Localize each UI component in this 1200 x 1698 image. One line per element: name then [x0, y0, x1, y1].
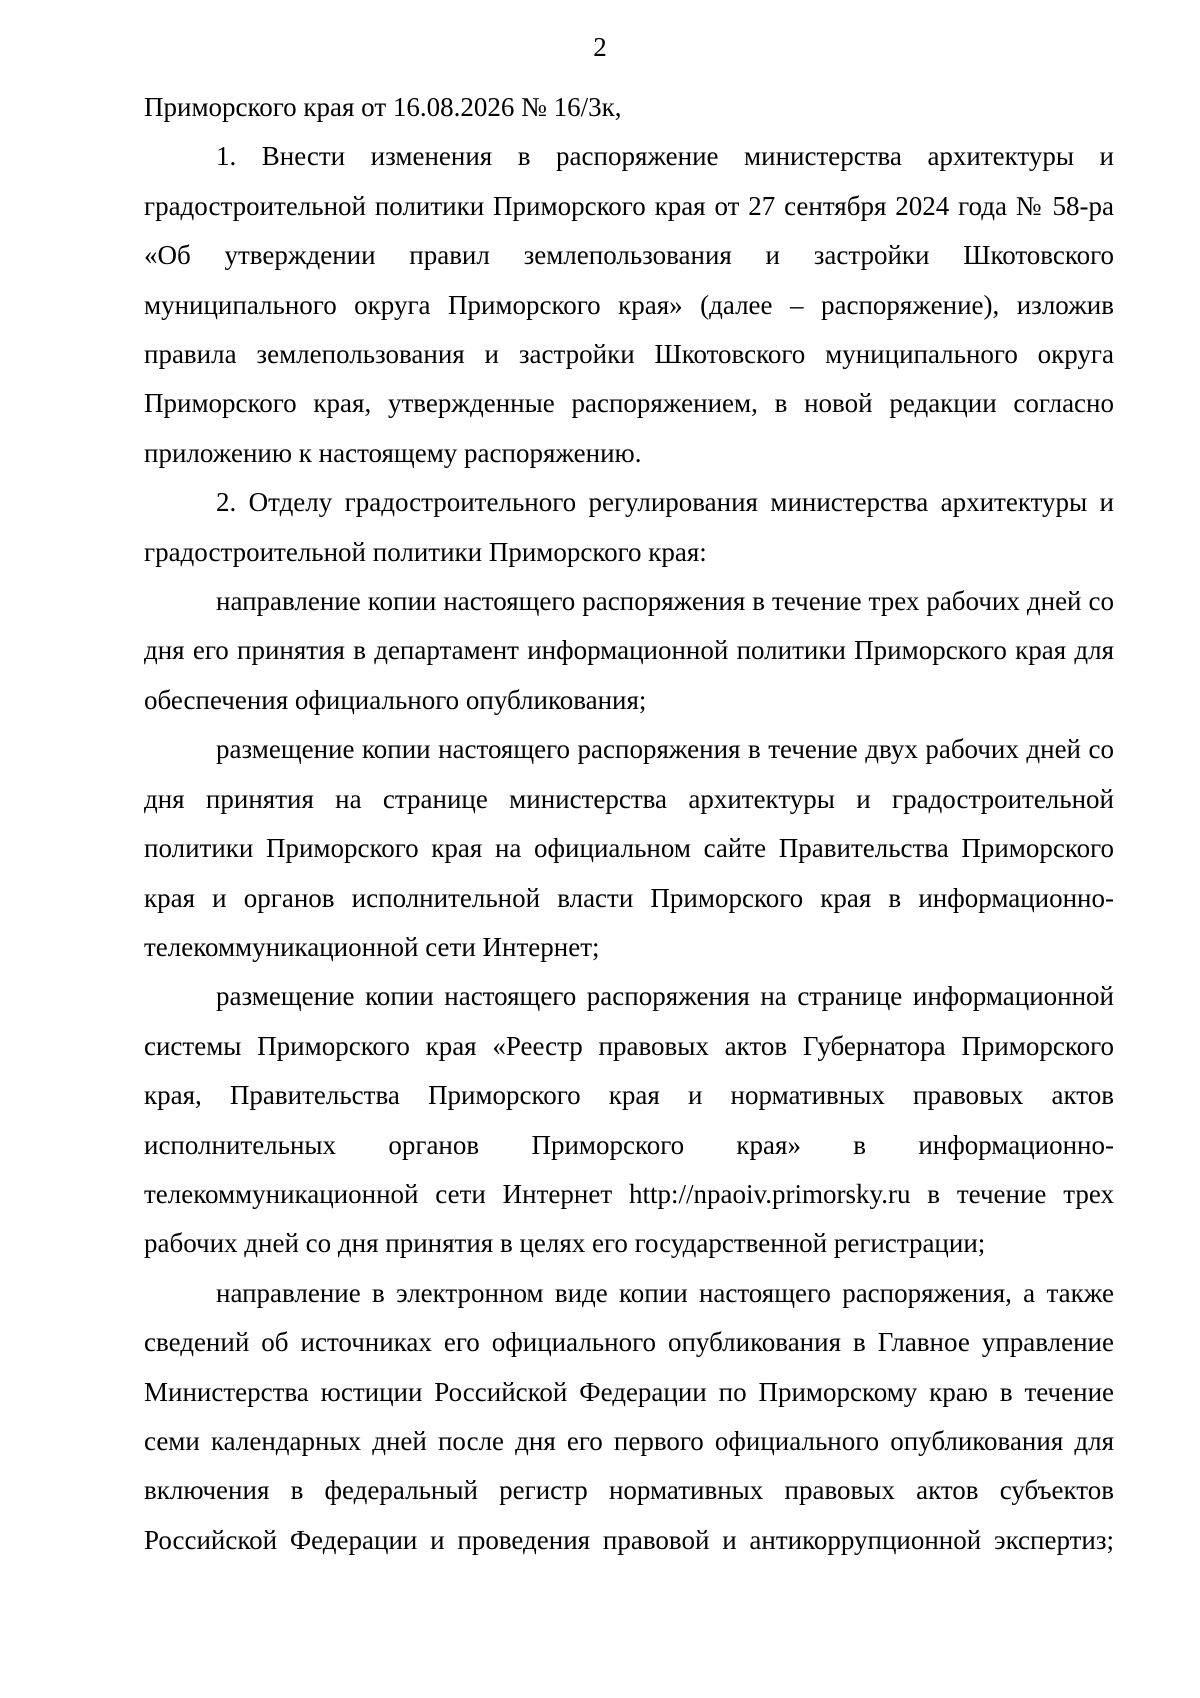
paragraph-subitem-registry: размещение копии настоящего распоряжения на странице информационной системы Приморского края «Реестр правовых актов Губернатора Приморского края, Правительства Приморского края и нормативных правовых актов исполнительных органов Приморского края» в информационно-телекоммуникационной сети Интернет http://npaoiv.primorsky.ru в течение трех рабочих дней со дня принятия в целях его государственной регистрации;: [144, 981, 1114, 1259]
paragraph-continuation: Приморского края от 16.08.2026 № 16/3к,: [144, 92, 622, 122]
paragraph-subitem-ministry-of-justice: направление в электронном виде копии настоящего распоряжения, а также сведений об источниках его официального опубликования в Главное управление Министерства юстиции Российской Федерации по Приморскому краю в течение семи календарных дней после дня его первого официального опубликования для включения в федеральный регистр нормативных правовых актов субъектов Российской Федерации и проведения правовой и антикоррупционной экспертиз;: [144, 1277, 1114, 1555]
paragraph-item-1: 1. Внести изменения в распоряжение министерства архитектуры и градостроительной политики Приморского края от 27 сентября 2024 года № 58-ра «Об утверждении правил землепользования и застройки Шкотовского муниципального округа Приморского края» (далее – распоряжение), изложив правила землепользования и застройки Шкотовского муниципального округа Приморского края, утвержденные распоряжением, в новой редакции согласно приложению к настоящему распоряжению.: [144, 141, 1114, 468]
document-body: [144, 83, 1114, 1565]
page-number: 2: [593, 32, 607, 62]
paragraph-subitem-website: размещение копии настоящего распоряжения в течение двух рабочих дней со дня принятия на странице министерства архитектуры и градостроительной политики Приморского края на официальном сайте Правительства Приморского края и органов исполнительной власти Приморского края в информационно-телекоммуникационной сети Интернет;: [144, 734, 1114, 962]
paragraph-subitem-publication: направление копии настоящего распоряжения в течение трех рабочих дней со дня его принятия в департамент информационной политики Приморского края для обеспечения официального опубликования;: [144, 586, 1114, 715]
paragraph-item-2: 2. Отделу градостроительного регулирования министерства архитектуры и градостроительной политики Приморского края:: [144, 487, 1114, 567]
